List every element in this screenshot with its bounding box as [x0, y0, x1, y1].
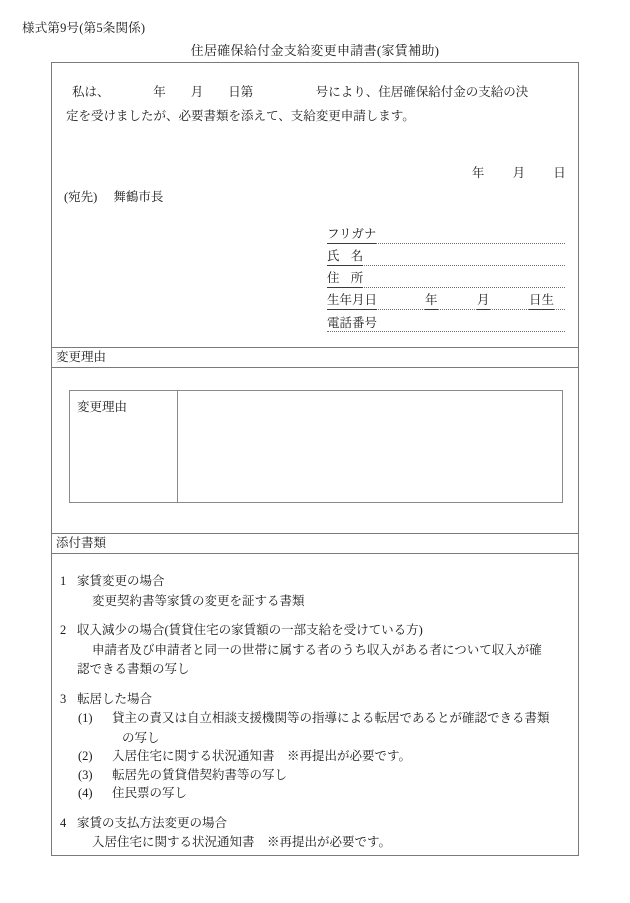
- birthdate-day-unit: 日生: [529, 290, 554, 310]
- attachment-item: [60, 624, 568, 676]
- birthdate-year-unit: 年: [425, 290, 438, 310]
- form-number-label: 様式第9号(第5条関係): [22, 21, 146, 35]
- statement-line-1: 私は、 年 月 日第 号により、住居確保給付金の支給の決: [72, 85, 529, 99]
- attachment-item-heading: [60, 624, 568, 637]
- attachment-item-number: 2: [60, 623, 67, 637]
- reason-box: [69, 390, 563, 503]
- attachments-section-body: [52, 554, 578, 849]
- attachment-subitem: [60, 750, 568, 763]
- addressee-label: (宛先): [64, 190, 98, 204]
- attachment-item: [60, 575, 568, 607]
- attachment-item-number: 1: [60, 574, 67, 588]
- applicant-info-block: [327, 225, 565, 335]
- applicant-furigana-row[interactable]: [327, 225, 565, 247]
- attachment-subitem-number: (1): [78, 711, 93, 725]
- reason-section-body: [52, 368, 578, 534]
- applicant-birthdate-row[interactable]: [327, 291, 565, 313]
- attachment-item-detail-line1: 申請者及び申請者と同一の世帯に属する者のうち収入がある者について収入が確: [92, 642, 542, 657]
- submission-date-day: 日: [553, 166, 566, 180]
- birthdate-month-unit: 月: [477, 290, 490, 310]
- address-label: [327, 268, 363, 288]
- attachment-subitem-text: 住民票の写し: [112, 786, 188, 800]
- attachment-subitem-number: (3): [78, 767, 93, 782]
- form-frame: [51, 62, 579, 856]
- reason-section-header: 変更理由: [52, 348, 578, 368]
- reason-box-label: 変更理由: [70, 391, 178, 502]
- attachment-subitem: [60, 712, 568, 744]
- attachment-subitem-number: (2): [78, 749, 93, 763]
- attachment-item-heading: [60, 575, 568, 588]
- attachment-item-detail: 入居住宅に関する状況通知書 ※再提出が必要です。: [92, 835, 392, 849]
- submission-date-line: [472, 163, 566, 181]
- attachment-item-heading: [60, 817, 568, 830]
- attachment-item-detail-line2: 認できる書類の写し: [77, 662, 190, 676]
- address-label-first: 住: [327, 271, 340, 285]
- attachment-item-number: 3: [60, 691, 67, 706]
- attachment-subitem: [60, 769, 568, 782]
- furigana-label: フリガナ: [327, 224, 376, 244]
- addressee-line: [64, 187, 163, 205]
- statement-section: [52, 63, 578, 348]
- attachment-item-title: 家賃の支払方法変更の場合: [77, 815, 228, 830]
- attachment-item-detail: 変更契約書等家賃の変更を証する書類: [92, 593, 305, 608]
- applicant-phone-row[interactable]: [327, 313, 565, 335]
- statement-line-2: 定を受けましたが、必要書類を添えて、支給変更申請します。: [66, 109, 415, 123]
- attachment-item-number: 4: [60, 815, 67, 830]
- attachment-subitem: [60, 787, 568, 800]
- name-label-second: 名: [350, 249, 364, 263]
- attachment-item: [60, 693, 568, 800]
- submission-date-year: 年: [471, 166, 485, 180]
- addressee-name: 舞鶴市長: [113, 190, 164, 204]
- address-label-second: 所: [350, 271, 364, 285]
- attachment-subitem-text: 入居住宅に関する状況通知書 ※再提出が必要です。: [112, 749, 412, 763]
- name-label: [327, 246, 363, 266]
- submission-date-month: 月: [512, 166, 526, 180]
- attachment-subitem-text-cont: の写し: [122, 730, 160, 745]
- attachments-section-header: 添付書類: [52, 534, 578, 554]
- attachment-item-title: 家賃変更の場合: [77, 574, 165, 588]
- attachment-subitem-text: 転居先の賃貸借契約書等の写し: [112, 767, 288, 782]
- attachment-item-heading: [60, 693, 568, 706]
- phone-label: 電話番号: [327, 316, 378, 330]
- attachment-subitem-text: 貸主の責又は自立相談支援機関等の指導による転居であるとが確認できる書類: [112, 711, 550, 725]
- page-title: 住居確保給付金支給変更申請書(家賃補助): [190, 43, 440, 58]
- applicant-address-row[interactable]: [327, 269, 565, 291]
- reason-box-input-area[interactable]: [178, 391, 562, 502]
- attachment-subitem-number: (4): [78, 786, 93, 800]
- attachment-item-detail: [60, 644, 568, 676]
- birthdate-label: 生年月日: [327, 290, 377, 310]
- attachment-item-title: 転居した場合: [77, 691, 153, 706]
- name-label-first: 氏: [327, 249, 340, 263]
- attachment-item-title: 収入減少の場合(賃貸住宅の家賃額の一部支給を受けている方): [77, 623, 423, 637]
- attachment-item: [60, 817, 568, 849]
- applicant-name-row[interactable]: [327, 247, 565, 269]
